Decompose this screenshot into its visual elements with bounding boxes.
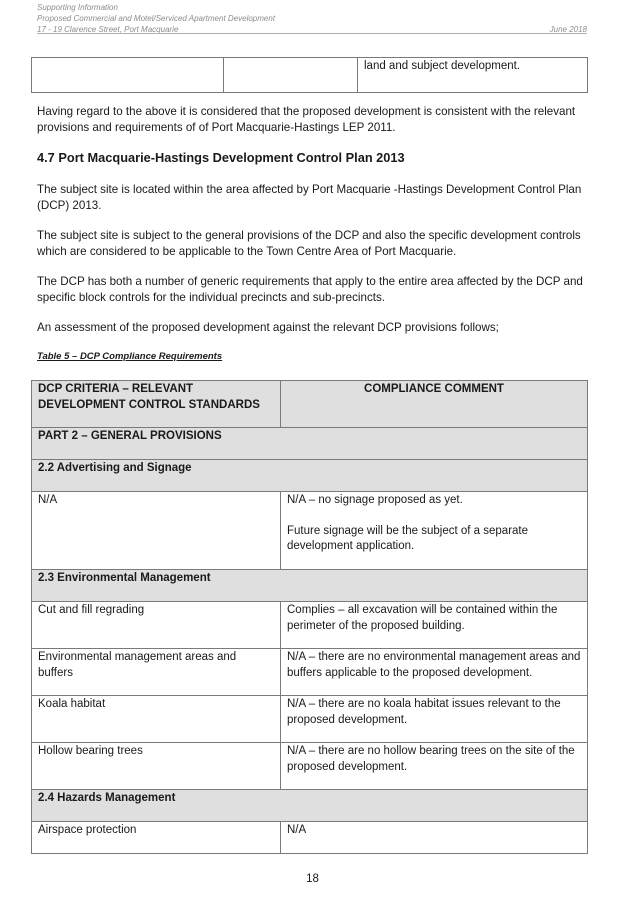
header-document-type: Supporting Information	[37, 3, 118, 12]
part-heading-row	[32, 428, 588, 460]
part-heading: PART 2 – GENERAL PROVISIONS	[32, 428, 588, 460]
table-row	[32, 822, 588, 854]
criteria-cell: Koala habitat	[32, 696, 281, 743]
table-caption: Table 5 – DCP Compliance Requirements	[37, 351, 223, 362]
table-row	[32, 58, 588, 93]
column-header-comment: COMPLIANCE COMMENT	[281, 381, 588, 428]
empty-cell	[32, 58, 224, 93]
table-header-row	[32, 381, 588, 428]
comment-cell	[281, 492, 588, 570]
body-paragraph: The DCP has both a number of generic requirements that apply to the entire area affected by the DCP and specific block controls for the individual precincts and sub-precincts.	[37, 275, 583, 304]
criteria-cell: Hollow bearing trees	[32, 743, 281, 790]
table-row	[32, 743, 588, 790]
empty-cell	[224, 58, 358, 93]
table-row	[32, 696, 588, 743]
section-row	[32, 460, 588, 492]
section-row	[32, 790, 588, 822]
header-divider	[37, 33, 587, 34]
header-address: 17 - 19 Clarence Street, Port Macquarie	[37, 25, 179, 34]
table-row	[32, 602, 588, 649]
page-number: 18	[306, 873, 319, 885]
section-row	[32, 570, 588, 602]
comment-cell: N/A – there are no hollow bearing trees on the site of the proposed development.	[281, 743, 588, 790]
comment-text: Future signage will be the subject of a separate development application.	[287, 524, 529, 552]
column-header-criteria: DCP CRITERIA – RELEVANT DEVELOPMENT CONTROL STANDARDS	[32, 381, 281, 428]
continued-table	[31, 57, 588, 93]
dcp-compliance-table	[31, 380, 588, 854]
comment-cell: N/A	[281, 822, 588, 854]
comment-cell: N/A – there are no environmental management areas and buffers applicable to the proposed development.	[281, 649, 588, 696]
page-header	[37, 2, 587, 35]
comment-cell: N/A – there are no koala habitat issues relevant to the proposed development.	[281, 696, 588, 743]
consistency-paragraph: Having regard to the above it is considered that the proposed development is consistent with the relevant provisions and requirements of of Port Macquarie-Hastings LEP 2011.	[37, 105, 576, 134]
comment-cell: Complies – all excavation will be contained within the perimeter of the proposed building.	[281, 602, 588, 649]
header-date: June 2018	[549, 25, 587, 34]
criteria-cell: Airspace protection	[32, 822, 281, 854]
table-cell: land and subject development.	[358, 58, 588, 93]
body-paragraph: An assessment of the proposed development against the relevant DCP provisions follows;	[37, 321, 499, 334]
comment-text: N/A – no signage proposed as yet.	[287, 494, 463, 506]
body-paragraph: The subject site is located within the area affected by Port Macquarie -Hastings Development Control Plan (DCP) 2013.	[37, 183, 582, 212]
section-heading: 4.7 Port Macquarie-Hastings Development Control Plan 2013	[37, 150, 405, 165]
section-title: 2.4 Hazards Management	[32, 790, 588, 822]
header-project-title: Proposed Commercial and Motel/Serviced Apartment Development	[37, 14, 276, 23]
section-title: 2.3 Environmental Management	[32, 570, 588, 602]
table-row	[32, 492, 588, 570]
body-paragraph: The subject site is subject to the general provisions of the DCP and also the specific development controls which are considered to be applicable to the Town Centre Area of Port Macquarie.	[37, 229, 581, 258]
criteria-cell: N/A	[32, 492, 281, 570]
criteria-cell: Environmental management areas and buffers	[32, 649, 281, 696]
table-row	[32, 649, 588, 696]
section-title: 2.2 Advertising and Signage	[32, 460, 588, 492]
criteria-cell: Cut and fill regrading	[32, 602, 281, 649]
